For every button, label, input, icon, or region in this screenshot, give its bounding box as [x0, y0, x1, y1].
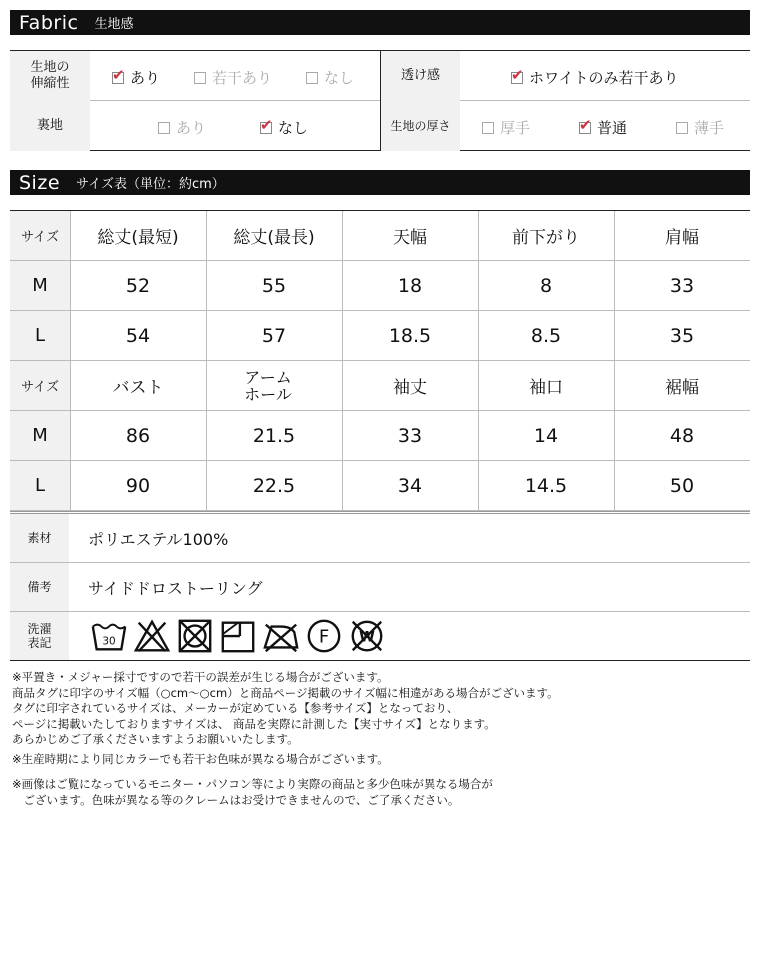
- care-label: 洗濯 表記: [10, 612, 69, 660]
- size-label: L: [10, 461, 70, 510]
- table-cell: 21.5: [252, 424, 296, 447]
- svg-text:30: 30: [102, 635, 116, 648]
- wash-30-icon: [90, 617, 128, 655]
- checkbox-empty-icon: [158, 122, 170, 134]
- column-header: 裾幅: [665, 378, 699, 398]
- care-row: [10, 612, 750, 661]
- divider: [478, 211, 479, 511]
- sheer-value: ✔ ホワイトのみ若干あり: [511, 67, 679, 88]
- table-cell: 8.5: [530, 324, 562, 347]
- table-cell: 33: [397, 424, 423, 447]
- details-table: [10, 511, 750, 650]
- table-cell: 35: [669, 324, 695, 347]
- divider: [614, 211, 615, 511]
- sheer-label: 透け感: [381, 51, 460, 101]
- size-subtitle: サイズ表（単位：約cm）: [76, 177, 225, 192]
- divider: [70, 211, 71, 511]
- checkbox-empty-icon: [194, 72, 206, 84]
- divider: [342, 211, 343, 511]
- remarks-value: サイドドロストーリング: [88, 578, 263, 598]
- column-header: バスト: [112, 378, 164, 398]
- table-cell: 90: [125, 474, 151, 497]
- thickness-option-thick: 厚手: [482, 117, 530, 138]
- no-wet-clean-icon: [348, 617, 386, 655]
- fabric-table: [10, 50, 750, 151]
- fabric-title: Fabric: [19, 11, 79, 34]
- size-label: M: [10, 411, 70, 460]
- lining-label: 裏地: [10, 101, 90, 151]
- divider: [206, 211, 207, 511]
- table-cell: 14: [533, 424, 559, 447]
- size-table-header-row: [10, 211, 750, 261]
- checkbox-checked-icon: [260, 122, 272, 134]
- checkbox-checked-icon: [112, 72, 124, 84]
- checkbox-empty-icon: [482, 122, 494, 134]
- checkbox-empty-icon: [676, 122, 688, 134]
- table-row: [10, 461, 750, 511]
- size-section-header: [10, 170, 750, 195]
- dry-clean-f-icon: [305, 617, 343, 655]
- low-iron-icon: [262, 617, 300, 655]
- svg-text:W: W: [359, 629, 375, 646]
- remarks-label: 備考: [10, 563, 69, 611]
- no-tumble-dry-icon: [176, 617, 214, 655]
- column-header: 天幅: [393, 228, 427, 248]
- size-table-header-row: [10, 361, 750, 411]
- footnote-line: ※平置き・メジャー採寸ですので若干の誤差が生じる場合がございます。: [12, 670, 389, 684]
- table-cell: 55: [261, 274, 287, 297]
- care-symbols: [90, 617, 386, 655]
- footnote-paragraph: [12, 777, 493, 808]
- size-column-label: サイズ: [10, 211, 70, 260]
- size-title: Size: [19, 171, 61, 194]
- checkbox-checked-icon: [579, 122, 591, 134]
- column-header: 前下がり: [512, 228, 580, 248]
- lining-option-yes: あり: [158, 117, 206, 138]
- material-value: ポリエステル100%: [88, 529, 229, 549]
- thickness-option-normal: ✔ 普通: [579, 117, 627, 138]
- size-column-label: サイズ: [10, 361, 70, 410]
- fabric-subtitle: 生地感: [94, 17, 134, 32]
- column-header: アーム ホール: [244, 367, 292, 404]
- table-cell: 34: [397, 474, 423, 497]
- table-cell: 14.5: [524, 474, 568, 497]
- remarks-row: [10, 563, 750, 612]
- footnote-paragraph: [12, 670, 559, 748]
- table-cell: 57: [261, 324, 287, 347]
- table-cell: 18.5: [388, 324, 432, 347]
- table-cell: 52: [125, 274, 151, 297]
- table-cell: 33: [669, 274, 695, 297]
- table-row: [10, 311, 750, 361]
- table-cell: 48: [669, 424, 695, 447]
- line-dry-shade-icon: [219, 617, 257, 655]
- table-cell: 86: [125, 424, 151, 447]
- stretch-option-yes: ✔ あり: [112, 67, 160, 88]
- checkbox-checked-icon: [511, 72, 523, 84]
- size-label: M: [10, 261, 70, 310]
- footnote-line: タグに印字されているサイズは、メーカーが定めている【参考サイズ】となっており、: [12, 701, 459, 715]
- table-cell: 8: [539, 274, 553, 297]
- material-row: [10, 514, 750, 563]
- thickness-option-thin: 薄手: [676, 117, 724, 138]
- footnote-line: あらかじめご了承くださいますようお願いいたします。: [12, 732, 299, 746]
- stretch-label: 生地の 伸縮性: [10, 51, 90, 101]
- size-table: [10, 210, 750, 497]
- table-cell: 22.5: [252, 474, 296, 497]
- table-cell: 50: [669, 474, 695, 497]
- column-header: 袖口: [529, 378, 563, 398]
- stretch-option-slight: 若干あり: [194, 67, 272, 88]
- size-label: L: [10, 311, 70, 360]
- footnote-line: ※画像はご覧になっているモニター・パソコン等により実際の商品と多少色味が異なる場合が: [12, 777, 493, 791]
- no-bleach-icon: [133, 617, 171, 655]
- column-header: 肩幅: [665, 228, 699, 248]
- fabric-section-header: [10, 10, 750, 35]
- column-header: 総丈(最長): [233, 228, 315, 248]
- table-cell: 54: [125, 324, 151, 347]
- table-row: [10, 411, 750, 461]
- footnote-line: 商品タグに印字のサイズ幅（○cm〜○cm）と商品ページ掲載のサイズ幅に相違がある場合がございます。: [12, 685, 559, 700]
- footnote-line: ございます。色味が異なる等のクレームはお受けできませんので、ご了承ください。: [12, 792, 460, 807]
- column-header: 袖丈: [393, 378, 427, 398]
- material-label: 素材: [10, 514, 69, 562]
- table-row: [10, 261, 750, 311]
- stretch-option-no: なし: [306, 67, 354, 88]
- checkbox-empty-icon: [306, 72, 318, 84]
- column-header: 総丈(最短): [97, 228, 179, 248]
- lining-option-no: ✔ なし: [260, 117, 308, 138]
- svg-text:F: F: [318, 626, 330, 648]
- thickness-label: 生地の厚さ: [381, 101, 460, 151]
- footnote-line: ※生産時期により同じカラーでも若干お色味が異なる場合がございます。: [12, 752, 389, 766]
- footnote-line: ページに掲載いたしておりますサイズは、 商品を実際に計測した【実寸サイズ】となります。: [12, 716, 496, 731]
- divider: [380, 51, 381, 150]
- table-cell: 18: [397, 274, 423, 297]
